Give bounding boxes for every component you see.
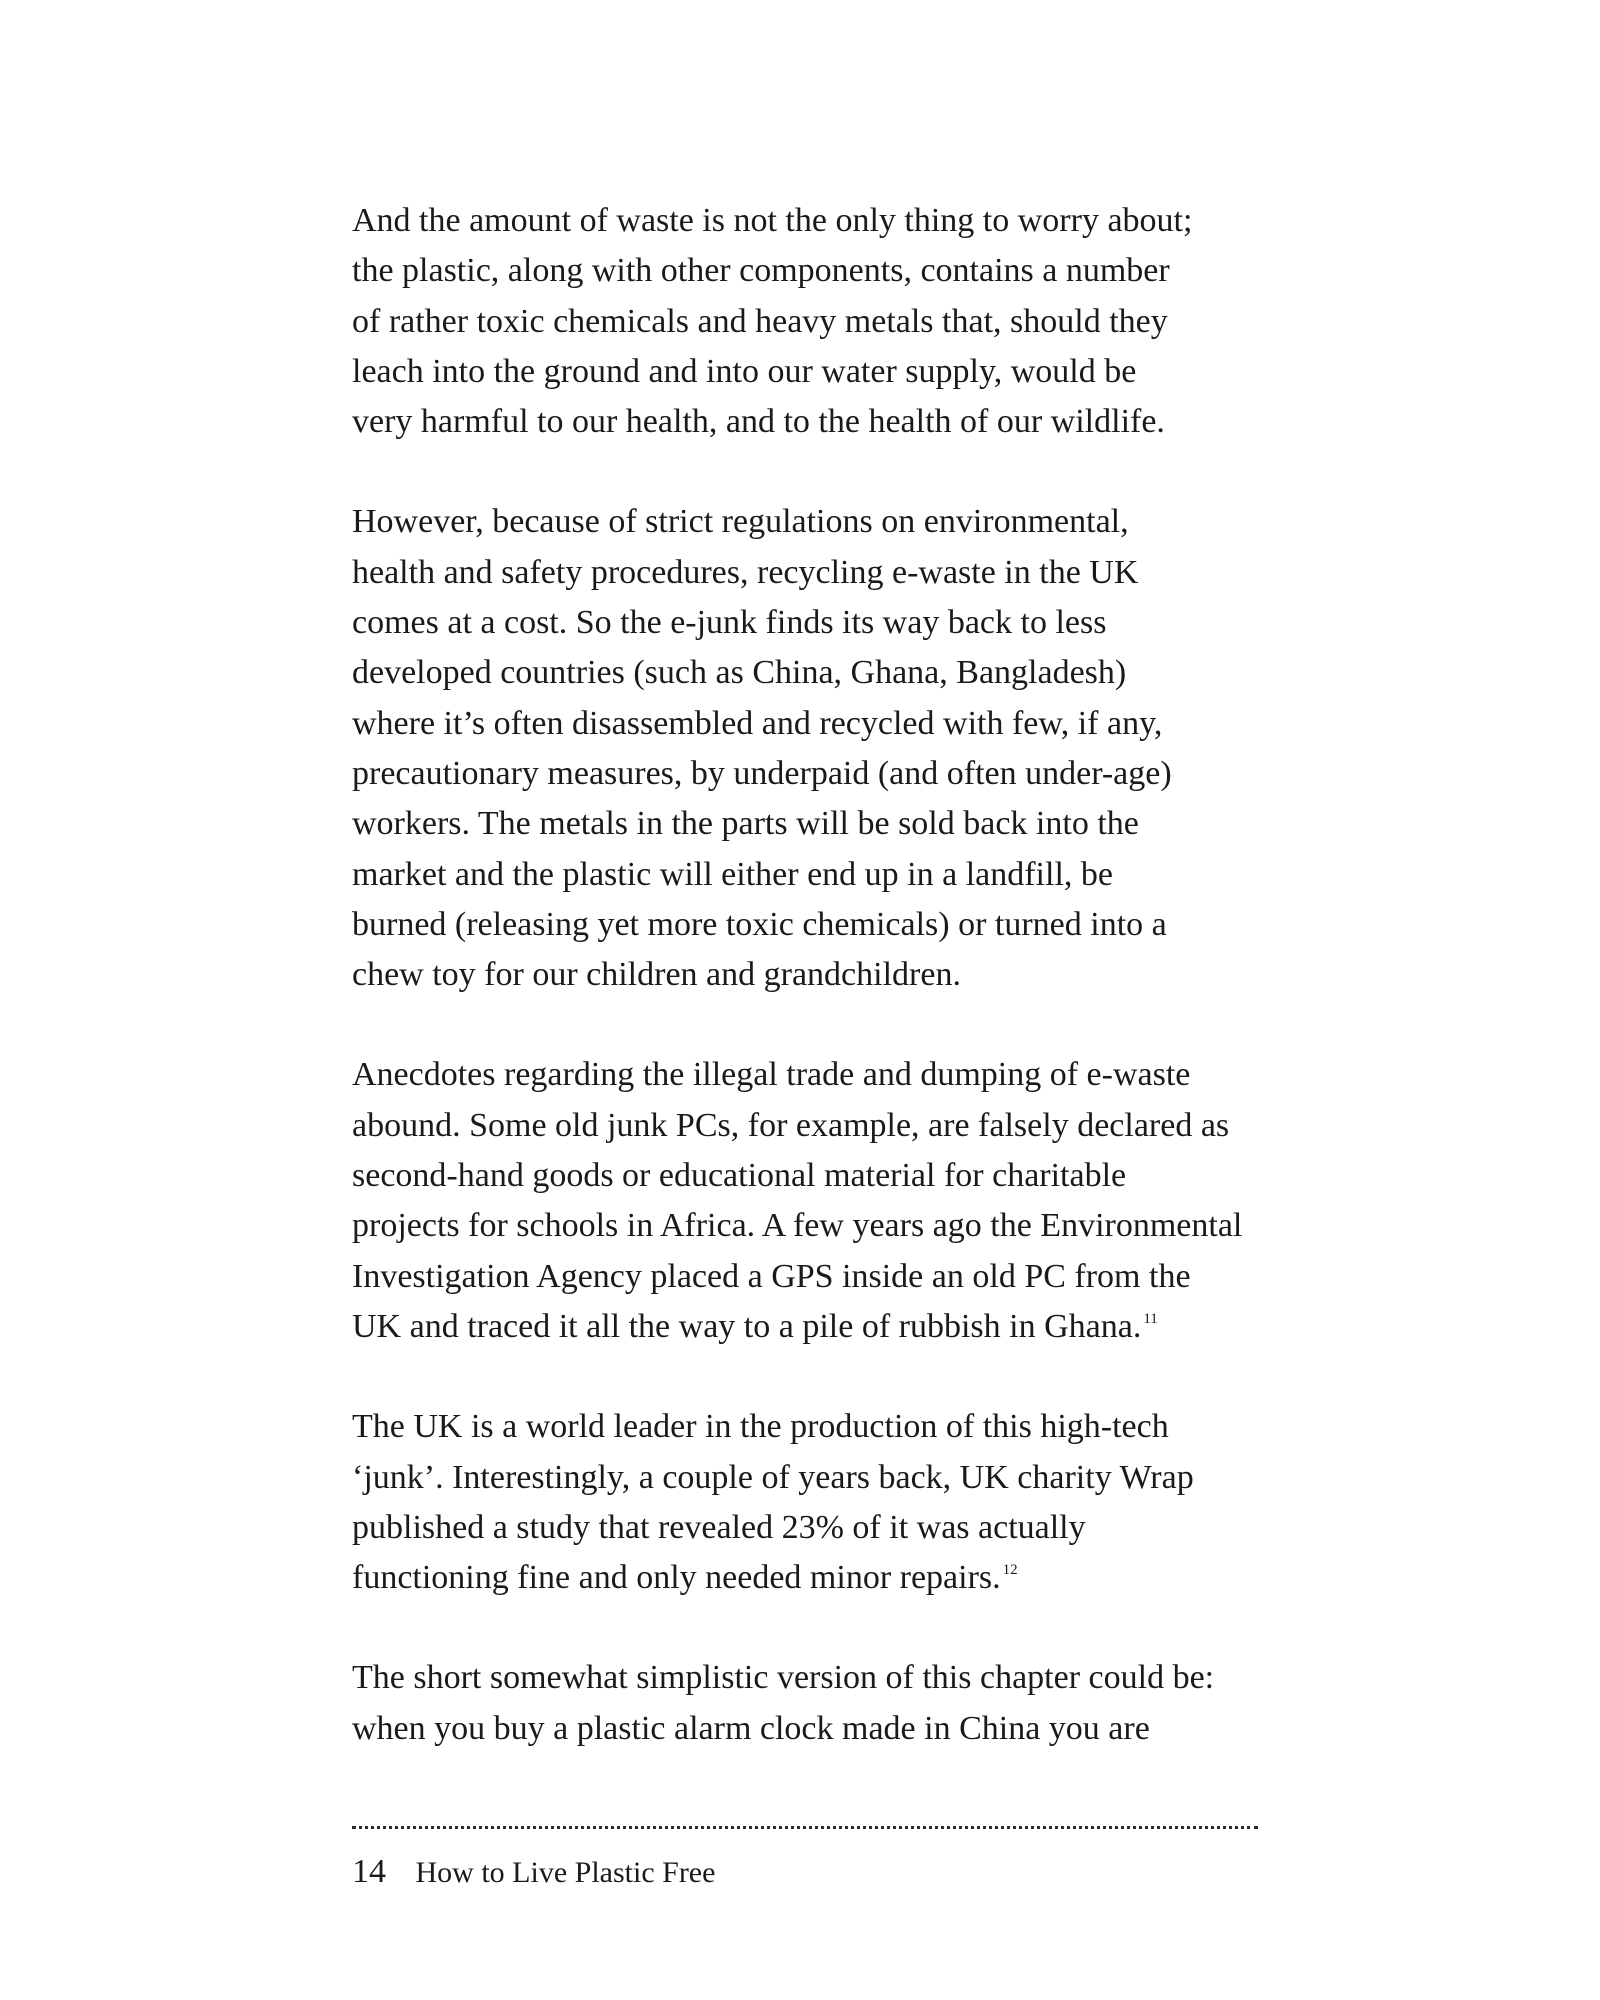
text-line: second-hand goods or educational material for charitable — [352, 1157, 1127, 1195]
text-line: comes at a cost. So the e-junk finds its way back to less — [352, 604, 1107, 642]
footnote-ref-11: 11 — [1143, 1310, 1158, 1327]
text-line: projects for schools in Africa. A few years ago the Environmental — [352, 1207, 1243, 1245]
text-line: the plastic, along with other components, contains a number — [352, 252, 1170, 290]
text-line: chew toy for our children and grandchildren. — [352, 956, 961, 994]
page-footer — [352, 1852, 715, 1893]
line-text: UK and traced it all the way to a pile of rubbish in Ghana. — [352, 1307, 1142, 1345]
text-line: Investigation Agency placed a GPS inside an old PC from the — [352, 1257, 1191, 1295]
text-line: However, because of strict regulations on environmental, — [352, 503, 1129, 541]
text-line: burned (releasing yet more toxic chemicals) or turned into a — [352, 905, 1167, 943]
text-line: published a study that revealed 23% of it was actually — [352, 1508, 1086, 1546]
page-number: 14 — [352, 1853, 386, 1890]
running-title: How to Live Plastic Free — [415, 1856, 716, 1889]
text-line: where it’s often disassembled and recycled with few, if any, — [352, 704, 1163, 742]
text-line-with-footnote — [352, 1302, 1272, 1352]
text-line: Anecdotes regarding the illegal trade and dumping of e-waste — [352, 1056, 1191, 1094]
text-line: And the amount of waste is not the only thing to worry about; — [352, 202, 1193, 239]
paragraph-3 — [352, 1050, 1272, 1352]
body-text — [352, 196, 1272, 1804]
text-line: leach into the ground and into our water supply, would be — [352, 352, 1137, 390]
text-line: workers. The metals in the parts will be sold back into the — [352, 805, 1139, 843]
paragraph-5 — [352, 1653, 1272, 1754]
text-line: ‘junk’. Interestingly, a couple of years back, UK charity Wrap — [352, 1458, 1194, 1496]
text-line: very harmful to our health, and to the health of our wildlife. — [352, 403, 1165, 441]
text-line: market and the plastic will either end up in a landfill, be — [352, 855, 1113, 893]
text-line: developed countries (such as China, Ghana, Bangladesh) — [352, 654, 1127, 692]
line-text: functioning fine and only needed minor repairs. — [352, 1559, 1001, 1597]
footer-dotted-divider — [352, 1826, 1258, 1829]
text-line: The UK is a world leader in the production of this high-tech — [352, 1408, 1169, 1446]
text-line: health and safety procedures, recycling e-waste in the UK — [352, 553, 1139, 591]
paragraph-1 — [352, 196, 1272, 447]
paragraph-4 — [352, 1402, 1272, 1603]
text-line: abound. Some old junk PCs, for example, are falsely declared as — [352, 1106, 1230, 1144]
text-line: The short somewhat simplistic version of this chapter could be: — [352, 1659, 1215, 1697]
paragraph-2 — [352, 497, 1272, 1000]
text-line: when you buy a plastic alarm clock made in China you are — [352, 1709, 1150, 1747]
footnote-ref-12: 12 — [1002, 1562, 1018, 1579]
text-line-with-footnote — [352, 1553, 1272, 1603]
text-line: of rather toxic chemicals and heavy metals that, should they — [352, 302, 1168, 340]
text-line: precautionary measures, by underpaid (and often under-age) — [352, 754, 1172, 792]
